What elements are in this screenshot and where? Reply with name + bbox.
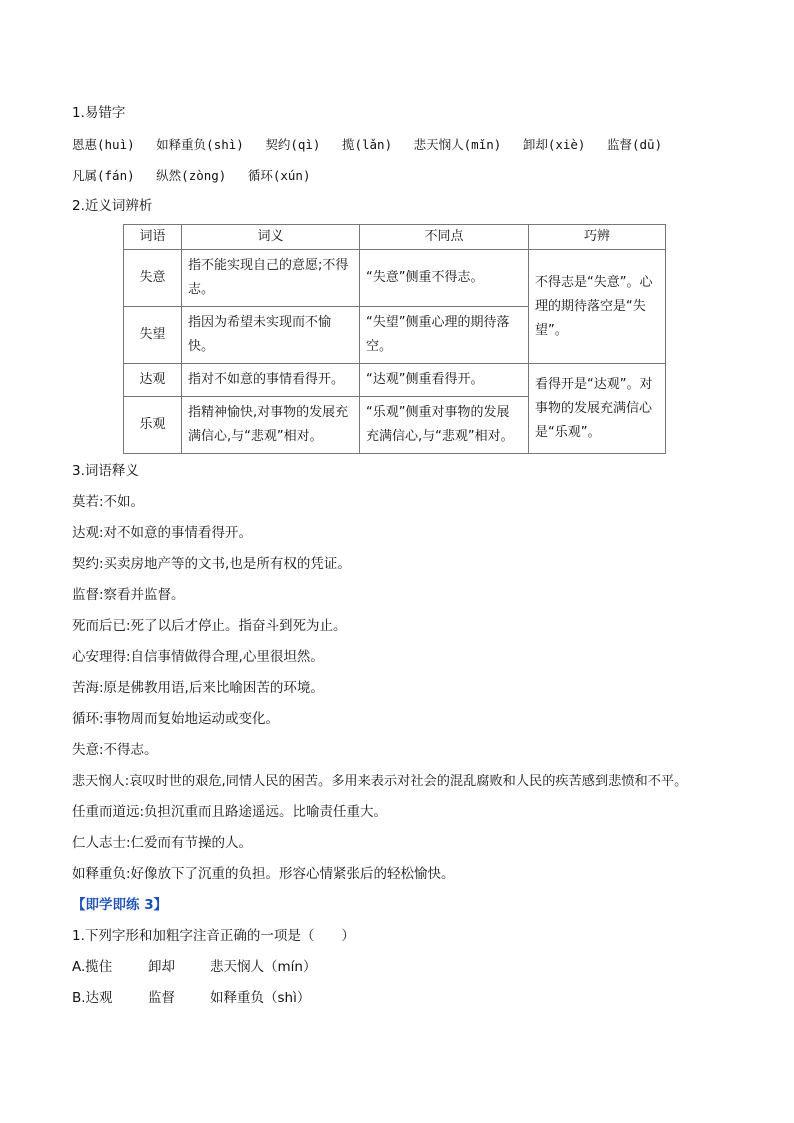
typo-word: 监督(dū): [607, 137, 663, 152]
practice-heading: 【即学即练 3】: [72, 897, 168, 913]
option-a[interactable]: [72, 952, 752, 983]
definition-item: 苦海:原是佛教用语,后来比喻困苦的环境。: [72, 680, 324, 696]
typo-word: 如释重负(shì): [156, 137, 244, 152]
typo-word: 循环(xún): [247, 168, 311, 183]
option-a-word: A.揽住: [72, 959, 113, 975]
definition-item: 死而后已:死了以后才停止。指奋斗到死为止。: [72, 618, 347, 634]
typo-word: 卸却(xiè): [522, 137, 586, 152]
typo-word: 契约(qì): [265, 137, 321, 152]
table-cell-diff: “达观”侧重看得开。: [360, 364, 529, 397]
document-page: [72, 98, 752, 1014]
table-row: [124, 364, 666, 397]
table-cell-word: 失意: [124, 250, 182, 307]
typo-word: 纵然(zòng): [156, 168, 227, 183]
table-cell-word: 达观: [124, 364, 182, 397]
typo-word: 悲天悯人(mǐn): [413, 137, 502, 152]
section-title-synonyms: 2.近义词辨析: [72, 198, 153, 214]
definition-item: 任重而道远:负担沉重而且路途遥远。比喻责任重大。: [72, 804, 388, 820]
table-cell-meaning: 指对不如意的事情看得开。: [182, 364, 360, 397]
practice-question: 1.下列字形和加粗字注音正确的一项是（ ）: [72, 928, 355, 944]
table-cell-word: 失望: [124, 307, 182, 364]
definition-item: 失意:不得志。: [72, 742, 158, 758]
table-row: [124, 250, 666, 307]
table-cell-meaning: 指因为希望未实现而不愉快。: [182, 307, 360, 364]
typo-word: 恩惠(huì): [72, 137, 135, 152]
section-title-definitions: 3.词语释义: [72, 463, 139, 479]
option-b[interactable]: [72, 983, 752, 1014]
option-b-word: B.达观: [72, 990, 113, 1006]
definition-item: 心安理得:自信事情做得合理,心里很坦然。: [72, 649, 324, 665]
definition-item: 监督:察看并监督。: [72, 587, 185, 603]
definition-item: 仁人志士:仁爱而有节操的人。: [72, 835, 253, 851]
table-cell-diff: “失意”侧重不得志。: [360, 250, 529, 307]
table-header: 词义: [182, 225, 360, 250]
table-cell-diff: “失望”侧重心理的期待落空。: [360, 307, 529, 364]
option-b-word: 监督: [148, 990, 175, 1006]
table-cell-meaning: 指不能实现自己的意愿;不得志。: [182, 250, 360, 307]
table-header-row: [124, 225, 666, 250]
option-a-word: 卸却: [148, 959, 175, 975]
option-a-word: 悲天悯人（mín）: [210, 959, 317, 975]
definition-item: 悲天悯人:哀叹时世的艰危,同情人民的困苦。多用来表示对社会的混乱腐败和人民的疾苦感到悲愤和不平。: [72, 774, 688, 789]
table-header: 词语: [124, 225, 182, 250]
definition-item: 如释重负:好像放下了沉重的负担。形容心情紧张后的轻松愉快。: [72, 866, 455, 882]
synonym-table: [123, 224, 666, 454]
definition-item: 达观:对不如意的事情看得开。: [72, 525, 253, 541]
typo-word: 揽(lǎn): [341, 137, 393, 152]
table-cell-diff: “乐观”侧重对事物的发展充满信心,与“悲观”相对。: [360, 397, 529, 454]
table-cell-tip: 不得志是“失意”。心理的期待落空是“失望”。: [529, 250, 666, 364]
definition-item: 循环:事物周而复始地运动或变化。: [72, 711, 280, 727]
table-cell-meaning: 指精神愉快,对事物的发展充满信心,与“悲观”相对。: [182, 397, 360, 454]
definition-item: 契约:买卖房地产等的文书,也是所有权的凭证。: [72, 556, 351, 572]
table-header: 巧辨: [529, 225, 666, 250]
table-cell-word: 乐观: [124, 397, 182, 454]
definition-item: 莫若:不如。: [72, 494, 145, 510]
table-header: 不同点: [360, 225, 529, 250]
section-title-typos: 1.易错字: [72, 105, 126, 121]
typo-row-2: [72, 160, 752, 191]
table-cell-tip: 看得开是“达观”。对事物的发展充满信心是“乐观”。: [529, 364, 666, 454]
typo-word: 凡属(fán): [72, 168, 135, 183]
typo-row-1: [72, 129, 752, 160]
option-b-word: 如释重负（shì）: [210, 990, 311, 1006]
